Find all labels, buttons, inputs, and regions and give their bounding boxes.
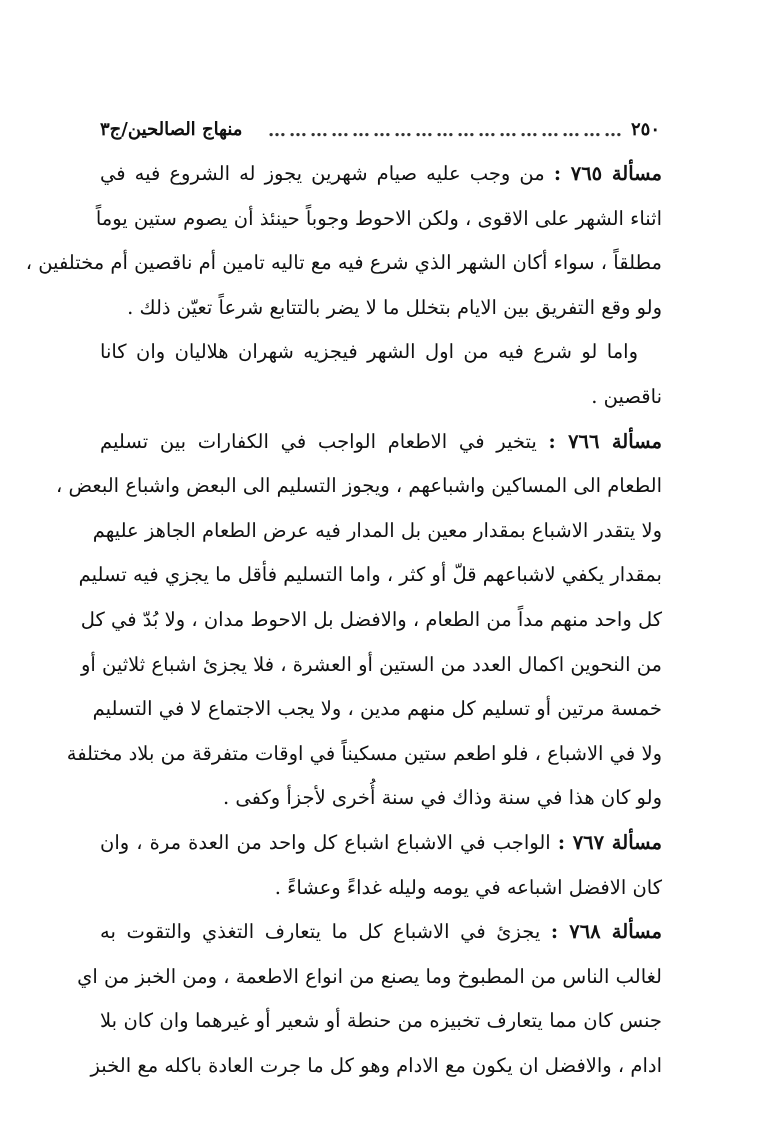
text-line: مسألة ٧٦٦ : يتخير في الاطعام الواجب في الكفارات بين تسليم [100, 429, 663, 453]
masala-label: مسألة ٧٦٨ : [550, 920, 662, 944]
page-header [100, 112, 660, 146]
page-number: ٢٥٠ [630, 118, 660, 140]
masala-label: مسألة ٧٦٥ : [553, 162, 663, 185]
text-line: الطعام الى المساكين واشباعهم ، ويجوز التسليم الى البعض واشباع البعض ، [56, 474, 662, 498]
masala-label: مسألة ٧٦٦ : [548, 429, 663, 453]
header-leader-dots: …………………………………………… [267, 120, 625, 141]
text-line: كان الافضل اشباعه في يومه وليله غداءً وعشاءً . [274, 875, 662, 899]
text-line: من النحوين اكمال العدد من الستين أو العشرة ، فلا يجزئ اشباع ثلاثين أو [80, 652, 662, 676]
text-line: مسألة ٧٦٥ : من وجب عليه صيام شهرين يجوز له الشروع فيه في [100, 162, 663, 185]
text-line: ولو كان هذا في سنة وذاك في سنة أُخرى لأجزأ وكفى . [222, 786, 662, 810]
paragraph-masala-765 [25, 152, 663, 330]
text-line: ولا في الاشباع ، فلو اطعم ستين مسكيناً في اوقات متفرقة من بلاد مختلفة [66, 741, 662, 765]
text-line: مطلقاً ، سواء أكان الشهر الذي شرع فيه مع تاليه تامين أم ناقصين أم مختلفين ، [25, 251, 662, 275]
paragraph-masala-767 [100, 821, 662, 910]
paragraph-masala-766 [56, 420, 663, 821]
text-line: لغالب الناس من المطبوخ وما يصنع من انواع الاطعمة ، ومن الخبز من اي [77, 964, 662, 988]
text-line: خمسة مرتين أو تسليم كل منهم مدين ، ولا يجب الاجتماع لا في التسليم [92, 697, 662, 721]
text-line: مسألة ٧٦٨ : يجزئ في الاشباع كل ما يتعارف التغذي والتقوت به [100, 920, 662, 944]
text-line: ادام ، والافضل ان يكون مع الادام وهو كل ما جرت العادة باكله مع الخبز [90, 1053, 662, 1077]
text-line: مسألة ٧٦٧ : الواجب في الاشباع اشباع كل واحد من العدة مرة ، وان [100, 830, 662, 854]
text-line: ولا يتقدر الاشباع بمقدار معين بل المدار فيه عرض الطعام الجاهز عليهم [92, 518, 662, 542]
text-line: كل واحد منهم مداً من الطعام ، والافضل بل الاحوط مدان ، ولا بُدّ في كل [80, 607, 662, 631]
text-line: جنس كان مما يتعارف تخبيزه من حنطة أو شعير أو غيرهما وان كان بلا [100, 1009, 662, 1033]
text-line: ناقصين . [591, 384, 662, 408]
text-line: بمقدار يكفي لاشباعهم قلّ أو كثر ، واما التسليم فأقل ما يجزي فيه تسليم [78, 563, 662, 587]
paragraph-continuation [100, 330, 662, 419]
text-line: ولو وقع التفريق بين الايام بتخلل ما لا يضر بالتتابع شرعاً تعيّن ذلك . [127, 295, 662, 319]
masala-label: مسألة ٧٦٧ : [557, 830, 662, 854]
body-text [25, 152, 663, 1088]
paragraph-masala-768 [77, 910, 662, 1088]
book-title: منهاج الصالحين/ج٣ [100, 118, 243, 140]
text-line: واما لو شرع فيه من اول الشهر فيجزيه شهران هلاليان وان كانا [100, 340, 638, 364]
text-line: اثناء الشهر على الاقوى ، ولكن الاحوط وجوباً حينئذ أن يصوم ستين يوماً [95, 206, 662, 230]
